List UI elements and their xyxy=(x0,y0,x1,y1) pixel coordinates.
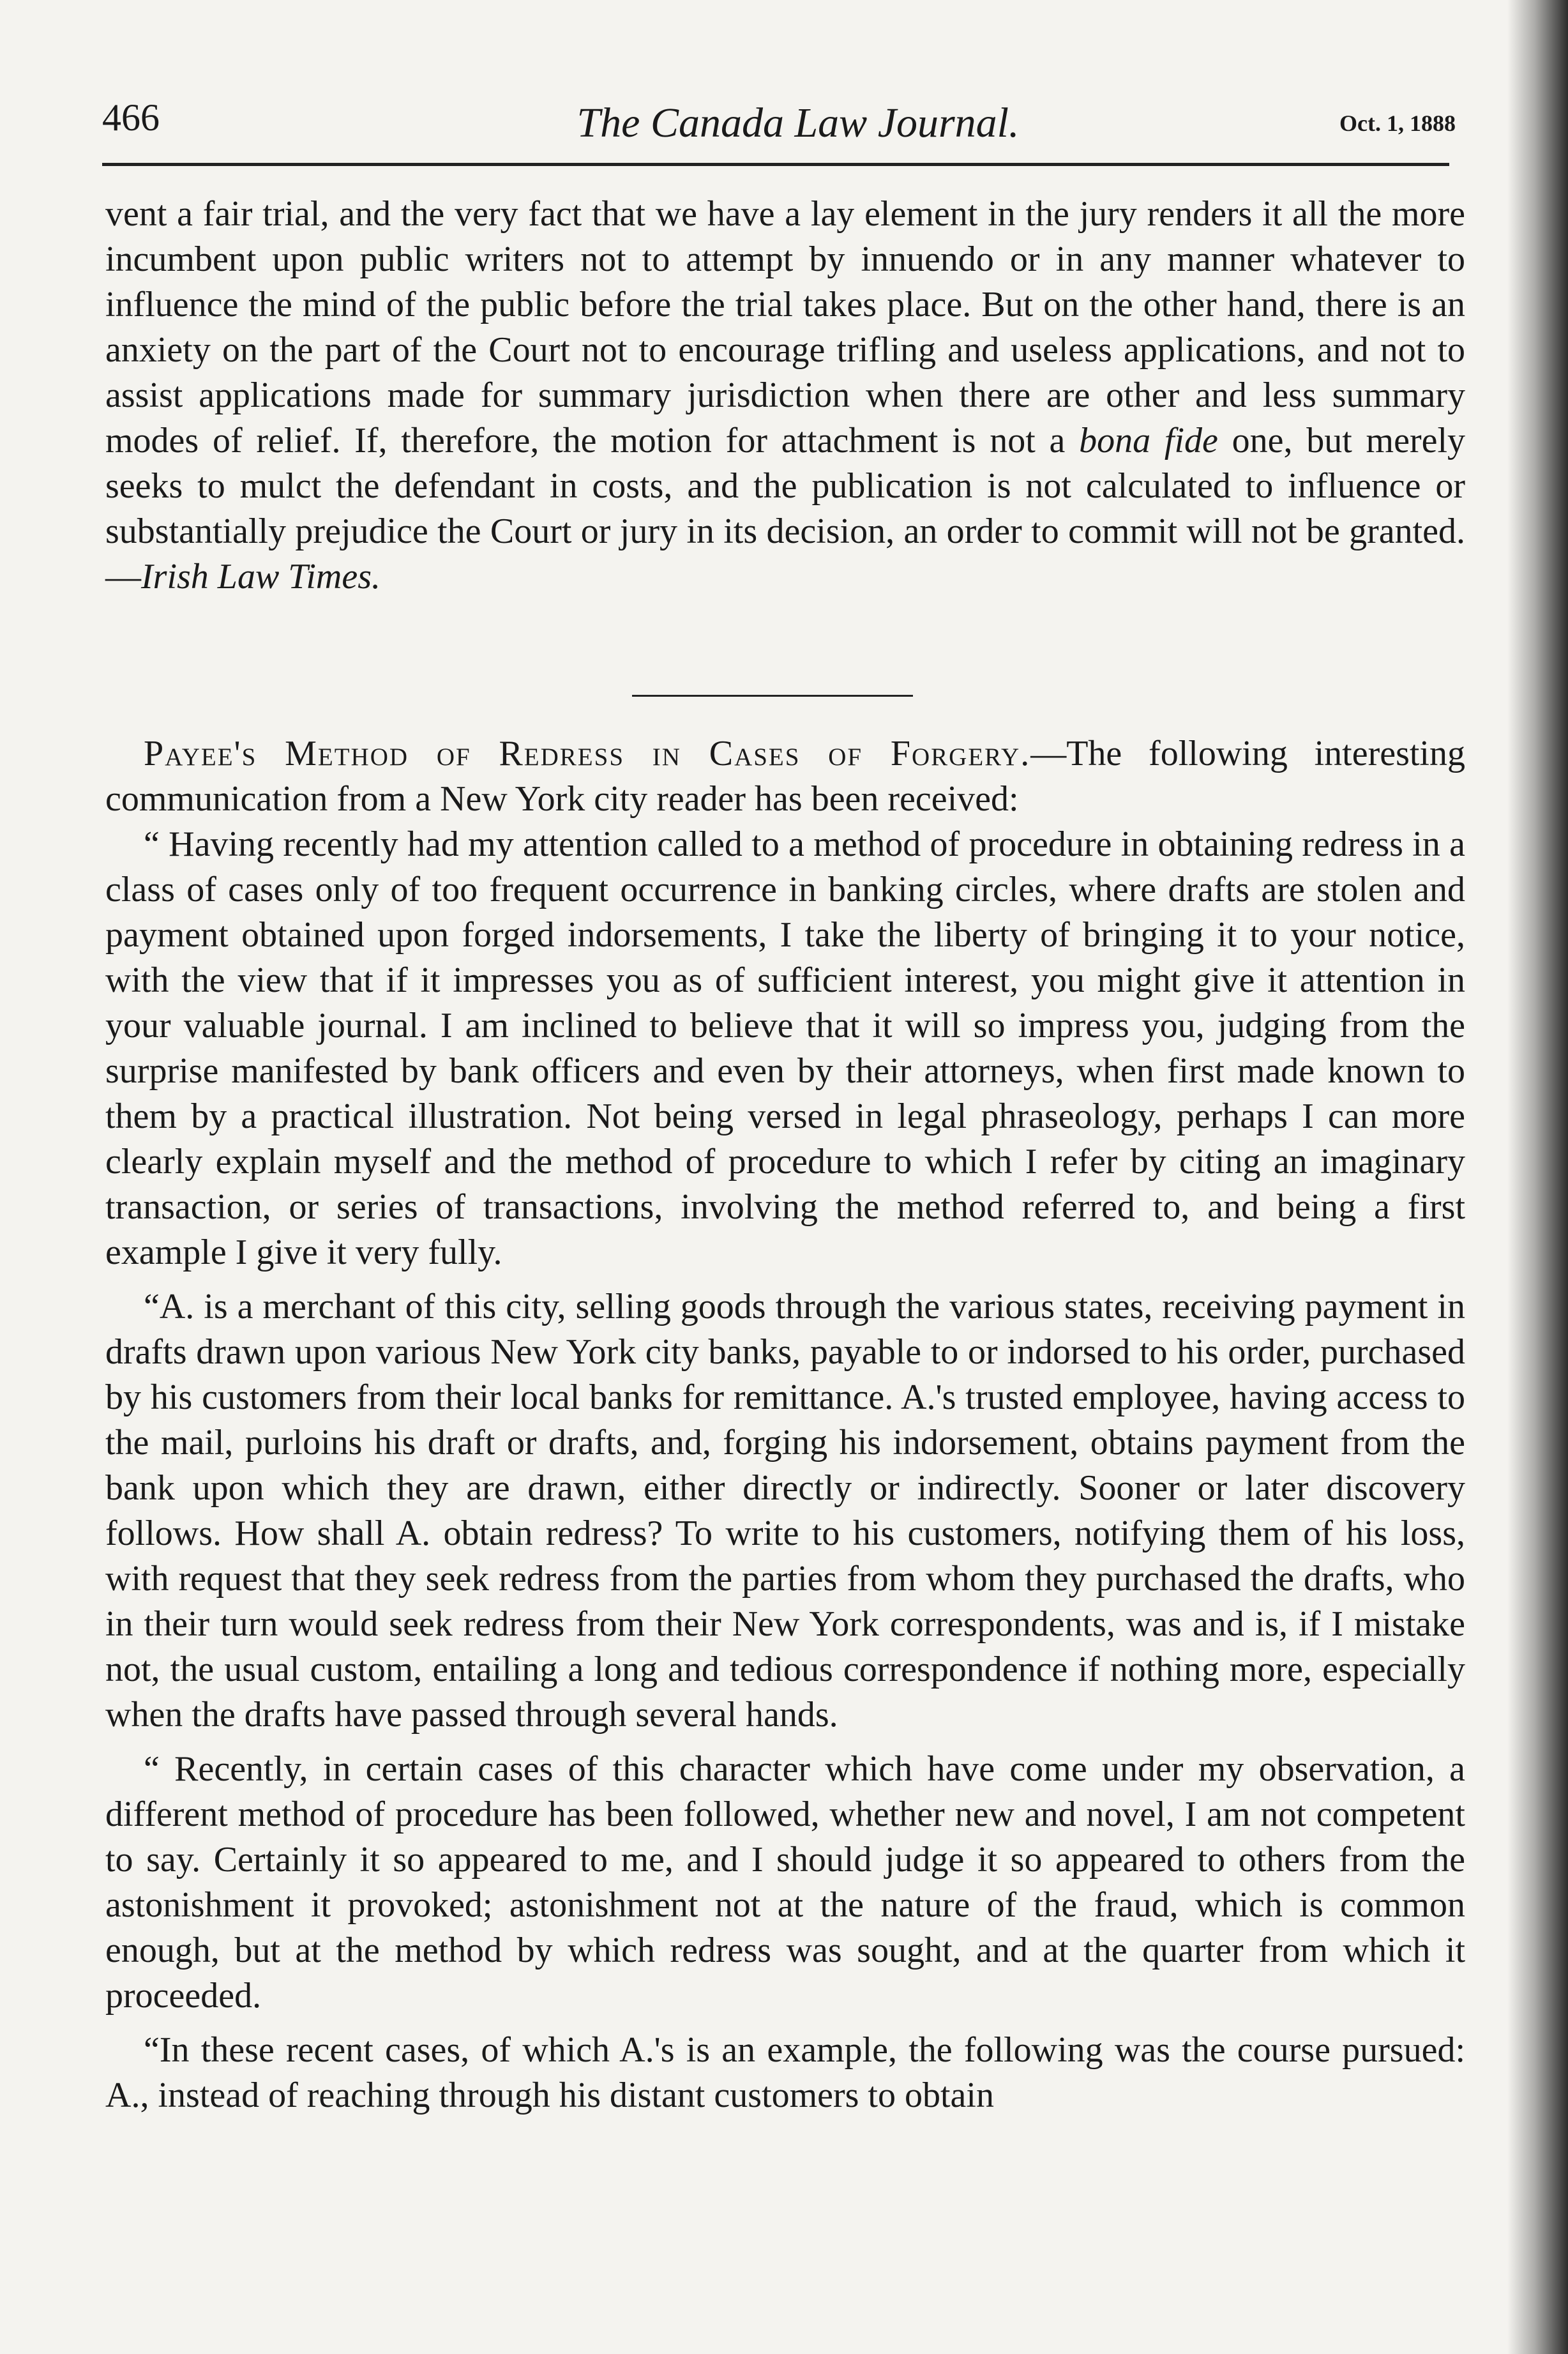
letter-paragraph-4: “In these recent cases, of which A.'s is an example, the following was the course pursued: A., instead of reaching through his distant customers to obtain xyxy=(105,2030,1465,2115)
paragraph-text: one, but merely seeks to mulct the defendant in costs, and the publication is not calculated to influence or substantially prejudice the Court or jury in its decision, an order to commit will not be granted.— xyxy=(105,421,1466,596)
running-header xyxy=(102,96,1468,153)
article-intro xyxy=(105,731,1465,822)
paragraph-text: vent a fair trial, and the very fact that we have a lay element in the jury renders it all the more incumbent upon public writers not to attempt by innuendo or in any manner whatever to influence the mind of the public before the trial takes place. But on the other hand, there is an anxiety on the part of the Court not to encourage trifling and useless applications, and not to assist applications made for summary jurisdiction when there are other and less summary modes of relief. If, therefore, the motion for attachment is not a xyxy=(105,194,1465,460)
scan-edge-shadow xyxy=(1507,0,1568,2354)
article-intro-text: —The following interesting communication from a New York city reader has been received: xyxy=(105,734,1465,819)
page-number: 466 xyxy=(102,96,160,139)
article-heading: Payee's Method of Redress in Cases of Forgery. xyxy=(144,734,1031,773)
journal-title: The Canada Law Journal. xyxy=(577,100,1020,146)
letter-paragraph-3: “ Recently, in certain cases of this character which have come under my observation, a different method of procedure has been followed, whether new and novel, I am not competent to say. Certainly it so appeared to me, and I should judge it so appeared to others from the astonishment it provoked; astonishment not at the nature of the fraud, which is common enough, but at the method by which redress was sought, and at the quarter from which it proceeded. xyxy=(105,1749,1465,2016)
paragraph xyxy=(105,192,1465,600)
issue-date: Oct. 1, 1888 xyxy=(1339,110,1456,136)
forgery-article xyxy=(105,731,1465,2118)
section-divider xyxy=(632,695,913,697)
italic-phrase: bona fide xyxy=(1079,421,1218,460)
letter-paragraph-2: “A. is a merchant of this city, selling goods through the various states, receiving payment in drafts drawn upon various New York city banks, payable to or indorsed to his order, purchased by his customers from their local banks for remittance. A.'s trusted employee, having access to the mail, purloins his draft or drafts, and, forging his indorsement, obtains payment from the bank upon which they are drawn, either directly or indirectly. Sooner or later discovery follows. How shall A. obtain redress? To write to his customers, notifying them of his loss, with request that they seek redress from the parties from whom they purchased the drafts, who in their turn would seek redress from their New York correspondents, was and is, if I mistake not, the usual custom, entailing a long and tedious correspondence if nothing more, especially when the drafts have passed through several hands. xyxy=(105,1287,1465,1735)
opening-paragraph xyxy=(105,192,1465,600)
header-rule xyxy=(102,163,1449,166)
letter-paragraph-1: “ Having recently had my attention called to a method of procedure in obtaining redress in a class of cases only of too frequent occurrence in banking circles, where drafts are stolen and payment obtained upon forged indorsements, I take the liberty of bringing it to your notice, with the view that if it impresses you as of sufficient interest, you might give it attention in your valuable journal. I am inclined to believe that it will so impress you, judging from the surprise manifested by bank officers and even by their attorneys, when first made known to them by a practical illustration. Not being versed in legal phraseology, perhaps I can more clearly explain myself and the method of procedure to which I refer by citing an imaginary transaction, or series of transactions, involving the method referred to, and being a first example I give it very fully. xyxy=(105,824,1465,1272)
source-citation: Irish Law Times. xyxy=(141,557,381,596)
